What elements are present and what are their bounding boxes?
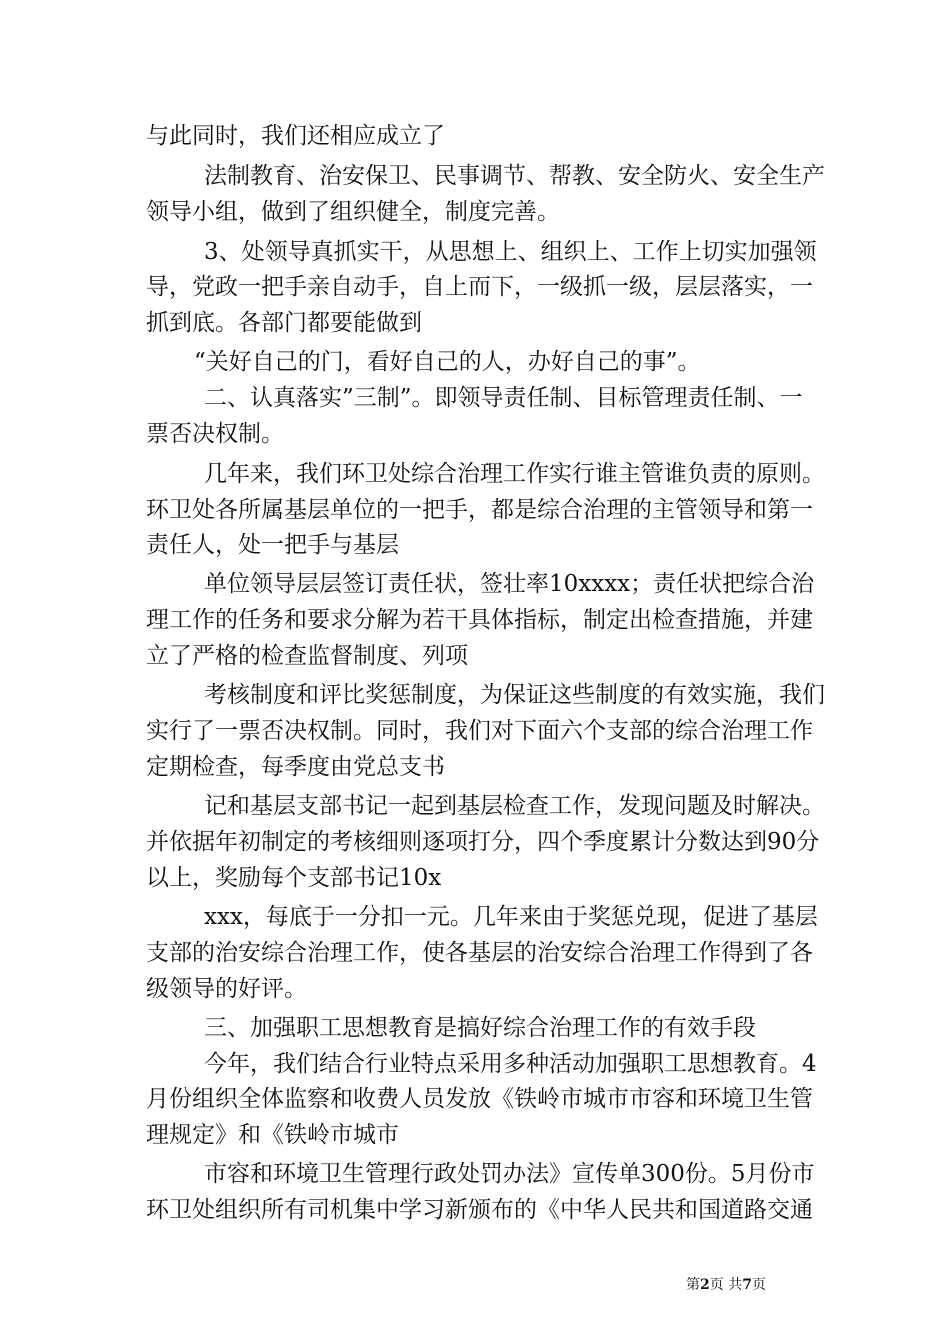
text-line: 考核制度和评比奖惩制度，为保证这些制度的有效实施，我们 [204, 682, 825, 708]
text-line: 抓到底。各部门都要能做到 [146, 310, 422, 336]
text-line: 二、认真落实”三制”。即领导责任制、目标管理责任制、一 [204, 385, 803, 411]
text-line: 以上，奖励每个支部书记10x [146, 865, 442, 891]
footer-suffix: 页 [751, 1277, 766, 1293]
text-line: 与此同时，我们还相应成立了 [146, 123, 445, 149]
text-line: 3、处领导真抓实干，从思想上、组织上、工作上切实加强领 [204, 239, 817, 265]
text-line: 市容和环境卫生管理行政处罚办法》宣传单300份。5月份市 [204, 1161, 815, 1187]
text-line: “关好自己的门，看好自己的人，办好自己的事”。 [194, 349, 701, 375]
text-line: 理规定》和《铁岭市城市 [146, 1122, 399, 1148]
footer-middle: 页 共 [709, 1277, 743, 1293]
text-line: 实行了一票否决权制。同时，我们对下面六个支部的综合治理工作 [146, 718, 813, 744]
text-line: 并依据年初制定的考核细则逐项打分，四个季度累计分数达到90分 [146, 829, 820, 855]
text-line: 月份组织全体监察和收费人员发放《铁岭市城市市容和环境卫生管 [146, 1086, 813, 1112]
text-line: 支部的治安综合治理工作，使各基层的治安综合治理工作得到了各 [146, 940, 813, 966]
text-line: 今年，我们结合行业特点采用多种活动加强职工思想教育。4 [204, 1051, 817, 1077]
text-line: 单位领导层层签订责任状，签壮率10xxxx；责任状把综合治 [204, 571, 815, 597]
text-line: 票否决权制。 [146, 421, 284, 447]
total-page-number: 7 [742, 1277, 752, 1293]
text-line: 环卫处各所属基层单位的一把手，都是综合治理的主管领导和第一 [146, 497, 813, 523]
text-line: xxx，每底于一分扣一元。几年来由于奖惩兑现，促进了基层 [204, 904, 818, 930]
text-line: 责任人，处一把手与基层 [146, 532, 399, 558]
text-line: 理工作的任务和要求分解为若干具体指标，制定出检查措施，并建 [146, 607, 813, 633]
text-line: 领导小组，做到了组织健全，制度完善。 [146, 199, 560, 225]
text-line: 法制教育、治安保卫、民事调节、帮教、安全防火、安全生产 [204, 163, 825, 189]
text-line: 立了严格的检查监督制度、列项 [146, 643, 468, 669]
text-line: 三、加强职工思想教育是搞好综合治理工作的有效手段 [204, 1015, 756, 1041]
text-line: 环卫处组织所有司机集中学习新颁布的《中华人民共和国道路交通 [146, 1197, 813, 1223]
current-page-number: 2 [700, 1277, 710, 1293]
footer-prefix: 第 [686, 1277, 700, 1293]
text-line: 几年来，我们环卫处综合治理工作实行谁主管谁负责的原则。 [204, 461, 825, 487]
text-line: 记和基层支部书记一起到基层检查工作，发现问题及时解决。 [204, 793, 825, 819]
text-line: 级领导的好评。 [146, 976, 307, 1002]
text-line: 导，党政一把手亲自动手，自上而下，一级抓一级，层层落实，一 [146, 274, 813, 300]
page-number-footer [686, 1276, 766, 1294]
text-line: 定期检查，每季度由党总支书 [146, 754, 445, 780]
